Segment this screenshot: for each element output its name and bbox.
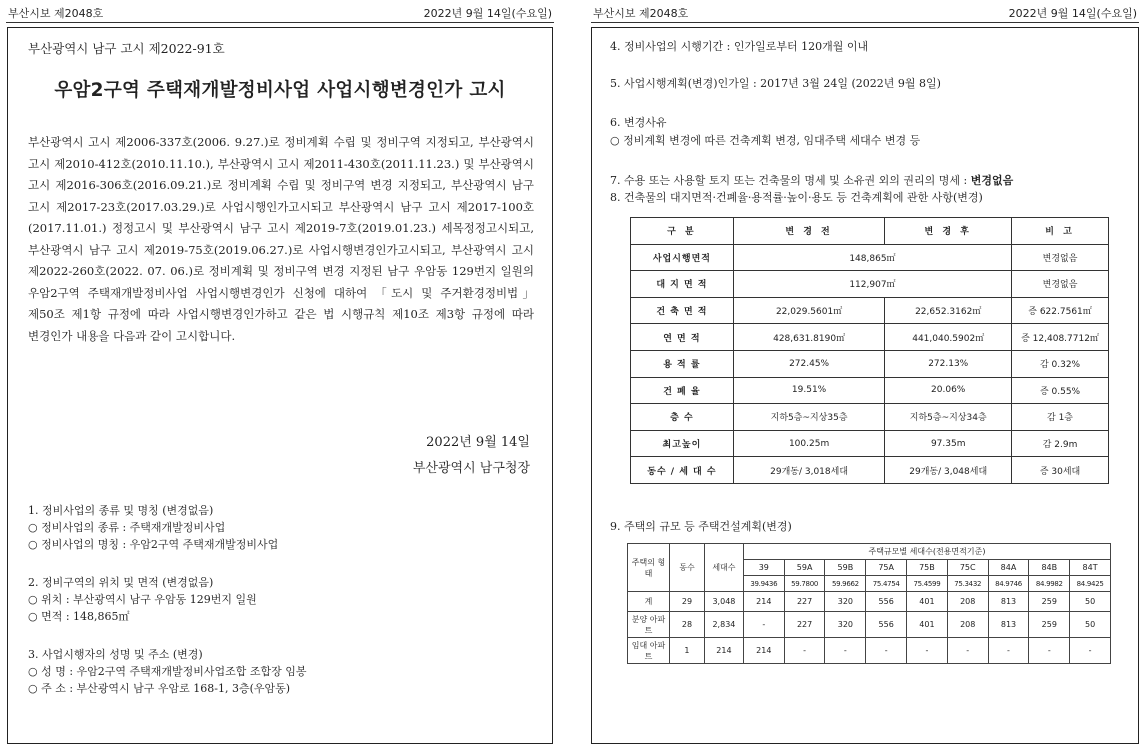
type-cell: 84B [1029,560,1070,576]
row-label: 층 수 [631,404,734,431]
gazette-date: 2022년 9월 14일(수요일) [1008,7,1137,20]
merged-value: 148,865㎡ [733,244,1011,271]
section-3-heading: 3. 사업시행자의 성명 및 주소 (변경) [28,648,203,661]
page-header [593,5,1137,21]
before-value: 지하5층~지상35층 [733,404,885,431]
households-value: 214 [704,638,743,664]
row-label: 임대 아파트 [628,638,670,664]
buildings-value: 1 [669,638,704,664]
section-2-item: ○ 면적 : 148,865㎡ [28,610,130,623]
area-cell: 39.9436 [743,576,784,592]
before-value: 100.25m [733,430,885,457]
size-value: 556 [866,592,907,612]
row-note: 변경없음 [1012,244,1109,271]
header-households: 세대수 [704,544,743,592]
row-label: 건 축 면 적 [631,297,734,324]
section-7-text: 7. 수용 또는 사용할 토지 또는 건축물의 명세 및 소유권 외의 권리의 명세 : [610,174,971,187]
area-cell: 84.9982 [1029,576,1070,592]
households-value: 3,048 [704,592,743,612]
table-row [631,244,1109,271]
header-category: 구 분 [631,218,734,245]
page-header [8,5,552,21]
header-housing-type: 주택의 형태 [628,544,670,592]
after-value: 272.13% [885,350,1012,377]
after-value: 29개동/ 3,048세대 [885,457,1012,484]
after-value: 20.06% [885,377,1012,404]
size-value: - [1029,638,1070,664]
type-cell: 75A [866,560,907,576]
row-note: 증 622.7561㎡ [1012,297,1109,324]
type-cell: 84T [1070,560,1111,576]
size-value: - [947,638,988,664]
section-8-heading: 8. 건축물의 대지면적·건폐율·용적률·높이·용도 등 건축계획에 관한 사항(변경) [610,191,983,204]
header-remarks: 비 고 [1012,218,1109,245]
type-cell: 59B [825,560,866,576]
table-row [631,377,1109,404]
notice-frame [591,27,1139,744]
section-5: 5. 사업시행계획(변경)인가일 : 2017년 3월 24일 (2022년 9월 8일) [610,77,941,90]
size-value: - [988,638,1029,664]
section-7 [610,172,1013,189]
section-1-item: ○ 정비사업의 종류 : 주택재개발정비사업 [28,521,226,534]
type-cell: 59A [784,560,825,576]
size-value: 401 [907,592,948,612]
row-label: 최고높이 [631,430,734,457]
size-value: 259 [1029,612,1070,638]
size-value: 320 [825,612,866,638]
table-row [631,324,1109,351]
notice-title: 우암2구역 주택재개발정비사업 사업시행변경인가 고시 [54,80,506,101]
row-label: 용 적 률 [631,350,734,377]
type-cell: 75B [907,560,948,576]
row-label: 대 지 면 적 [631,271,734,298]
size-value: 813 [988,592,1029,612]
area-cell: 84.9425 [1070,576,1111,592]
table-row [631,457,1109,484]
size-value: 50 [1070,612,1111,638]
table-header-row [631,218,1109,245]
before-value: 19.51% [733,377,885,404]
building-plan-table [630,217,1109,484]
type-cell: 39 [743,560,784,576]
table-row [631,404,1109,431]
housing-plan-table [627,543,1111,664]
row-note: 감 0.32% [1012,350,1109,377]
section-4: 4. 정비사업의 시행기간 : 인가일로부터 120개월 이내 [610,40,869,53]
section-1-heading: 1. 정비사업의 종류 및 명칭 (변경없음) [28,504,214,517]
area-cell: 59.9662 [825,576,866,592]
after-value: 97.35m [885,430,1012,457]
table-row [631,297,1109,324]
type-cell: 84A [988,560,1029,576]
after-value: 지하5층~지상34층 [885,404,1012,431]
table-header-row [628,544,1111,560]
table-row [631,350,1109,377]
gazette-issue: 부산시보 제2048호 [593,7,689,20]
before-value: 272.45% [733,350,885,377]
size-value: 227 [784,592,825,612]
size-value: 214 [743,638,784,664]
area-cell: 75.4599 [907,576,948,592]
row-label: 사업시행면적 [631,244,734,271]
size-value: - [825,638,866,664]
size-value: 401 [907,612,948,638]
table-row [631,271,1109,298]
notice-number: 부산광역시 남구 고시 제2022-91호 [28,41,225,56]
buildings-value: 28 [669,612,704,638]
row-label: 연 면 적 [631,324,734,351]
size-value: 813 [988,612,1029,638]
size-value: 259 [1029,592,1070,612]
size-value: 208 [947,612,988,638]
header-divider [6,22,554,23]
row-label: 동수 / 세 대 수 [631,457,734,484]
area-cell: 75.3432 [947,576,988,592]
table-row [628,592,1111,612]
section-3-item: ○ 성 명 : 우암2구역 주택재개발정비사업조합 조합장 임봉 [28,665,307,678]
size-value: - [1070,638,1111,664]
row-note: 증 0.55% [1012,377,1109,404]
table-row [628,638,1111,664]
area-cell: 75.4754 [866,576,907,592]
left-page [0,0,560,752]
row-label: 분양 아파트 [628,612,670,638]
header-before: 변 경 전 [733,218,885,245]
header-size-group: 주택규모별 세대수(전용면적기준) [743,544,1110,560]
before-value: 22,029.5601㎡ [733,297,885,324]
buildings-value: 29 [669,592,704,612]
row-note: 증 30세대 [1012,457,1109,484]
area-cell: 59.7800 [784,576,825,592]
size-value: 556 [866,612,907,638]
issuing-office: 부산광역시 남구청장 [412,461,530,476]
size-value: 208 [947,592,988,612]
area-cell: 84.9746 [988,576,1029,592]
notice-frame [7,27,553,744]
merged-value: 112,907㎡ [733,271,1011,298]
row-label: 계 [628,592,670,612]
table-row [628,612,1111,638]
size-value: - [907,638,948,664]
gazette-date: 2022년 9월 14일(수요일) [423,7,552,20]
notice-body: 부산광역시 고시 제2006-337호(2006. 9.27.)로 정비계획 수립 및 정비구역 지정되고, 부산광역시 고시 제2010-412호(2010.11.10.), 부산광역시 고시 제2011-430호(2011.11.23.) 및 부산광역시 고시 제2016-306호(2016.09.21.)로 정비계획 수립 및 정비구역 변경 지정되고, 부산광역시 남구 고시 제2017-23호(2017.03.29.)로 사업시행인가고시되고 부산광역시 남구 고시 제2017-100호(2017.11.01.) 정정고시 및 부산광역시 남구 고시 제2019-7호(2019.01.23.) 세목정정고시되고, 부산광역시 남구 고시 제2019-75호(2019.06.27.)로 사업시행변경인가고시되고, 부산광역시 고시 제2022-260호(2022. 07. 06.)로 정비계획 및 정비구역 변경 지정된 남구 우암동 129번지 일원의 우암2구역 주택재개발정비사업 사업시행변경인가 신청에 대하여 「도시 및 주거환경정비법」 제50조 제1항 규정에 따라 사업시행변경인가하고 같은 법 시행규칙 제10조 제3항 규정에 따라 변경인가 내용을 다음과 같이 고시합니다. [28,135,534,343]
size-value: 50 [1070,592,1111,612]
section-2-heading: 2. 정비구역의 위치 및 면적 (변경없음) [28,576,214,589]
households-value: 2,834 [704,612,743,638]
section-9-heading: 9. 주택의 규모 등 주택건설계획(변경) [610,520,792,533]
size-value: - [866,638,907,664]
notice-date: 2022년 9월 14일 [426,435,530,450]
section-6-heading: 6. 변경사유 [610,116,667,129]
section-1-item: ○ 정비사업의 명칭 : 우암2구역 주택재개발정비사업 [28,538,279,551]
section-3-item: ○ 주 소 : 부산광역시 남구 우암로 168-1, 3층(우암동) [28,682,291,695]
row-note: 감 1층 [1012,404,1109,431]
before-value: 428,631.8190㎡ [733,324,885,351]
row-note: 변경없음 [1012,271,1109,298]
table-row [631,430,1109,457]
section-7-value: 변경없음 [970,174,1014,187]
after-value: 22,652.3162㎡ [885,297,1012,324]
row-label: 건 폐 율 [631,377,734,404]
size-value: 214 [743,592,784,612]
gazette-issue: 부산시보 제2048호 [8,7,104,20]
size-value: - [784,638,825,664]
header-divider [591,22,1139,23]
row-note: 증 12,408.7712㎡ [1012,324,1109,351]
right-page [585,0,1145,752]
before-value: 29개동/ 3,018세대 [733,457,885,484]
header-buildings: 동수 [669,544,704,592]
row-note: 감 2.9m [1012,430,1109,457]
after-value: 441,040.5902㎡ [885,324,1012,351]
section-6-item: ○ 정비계획 변경에 따른 건축계획 변경, 임대주택 세대수 변경 등 [610,134,921,147]
size-value: - [743,612,784,638]
type-cell: 75C [947,560,988,576]
header-after: 변 경 후 [885,218,1012,245]
section-2-item: ○ 위치 : 부산광역시 남구 우암동 129번지 일원 [28,593,257,606]
size-value: 320 [825,592,866,612]
size-value: 227 [784,612,825,638]
